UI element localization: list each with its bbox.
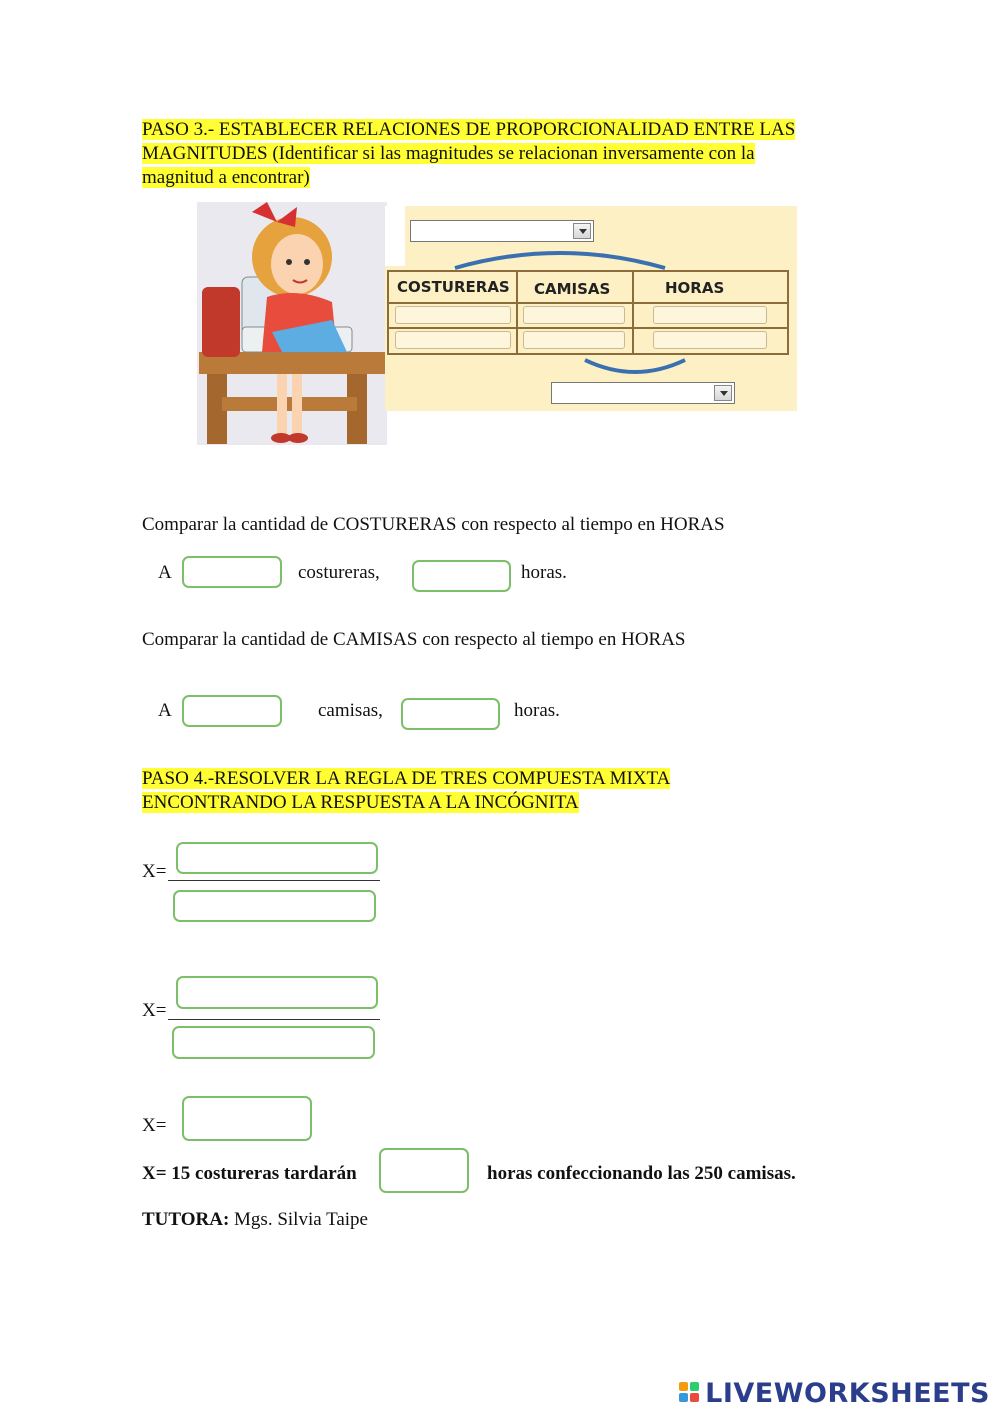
paso3-line3: magnitud a encontrar)	[142, 167, 310, 188]
equation1-denominator-input[interactable]	[173, 890, 376, 922]
compare2-unit2: horas.	[514, 700, 560, 721]
paso4-heading	[142, 767, 670, 815]
equation1-numerator-input[interactable]	[176, 842, 378, 874]
panel-gap	[385, 206, 405, 266]
compare2-camisas-input[interactable]	[182, 695, 282, 727]
compare1-horas-input[interactable]	[412, 560, 511, 592]
compare1-costureras-input[interactable]	[182, 556, 282, 588]
cell-costureras-1[interactable]	[395, 306, 511, 324]
equation1-fraction-bar	[168, 880, 380, 881]
answer-hours-input[interactable]	[379, 1148, 469, 1193]
equation2-numerator-input[interactable]	[176, 976, 378, 1009]
cell-camisas-1[interactable]	[523, 306, 625, 324]
equation2-fraction-bar	[168, 1019, 380, 1020]
chevron-down-icon[interactable]	[714, 385, 732, 401]
compare1-prefix: A	[158, 562, 172, 583]
paso4-line1: PASO 4.-RESOLVER LA REGLA DE TRES COMPUESTA MIXTA	[142, 768, 671, 789]
tutor-label: TUTORA:	[142, 1209, 230, 1230]
result-input[interactable]	[182, 1096, 312, 1141]
paso3-line1: PASO 3.- ESTABLECER RELACIONES DE PROPORCIONALIDAD ENTRE LAS	[142, 119, 796, 140]
arc-arrow-bottom-icon	[580, 356, 690, 378]
compare1-unit2: horas.	[521, 562, 567, 583]
header-costureras: COSTURERAS	[397, 278, 510, 296]
top-relation-select[interactable]	[410, 220, 594, 242]
magnitudes-table	[387, 270, 789, 355]
compare2-horas-input[interactable]	[401, 698, 500, 730]
compare2-unit1: camisas,	[318, 700, 383, 721]
compare2-instruction: Comparar la cantidad de CAMISAS con respecto al tiempo en HORAS	[142, 629, 686, 650]
equation1-label: X=	[142, 861, 167, 882]
paso3-line2: MAGNITUDES (Identificar si las magnitudes se relacionan inversamente con la	[142, 143, 755, 164]
seamstress-illustration	[197, 202, 387, 445]
cell-camisas-2[interactable]	[523, 331, 625, 349]
liveworksheets-logo	[679, 1378, 990, 1409]
paso4-line2: ENCONTRANDO LA RESPUESTA A LA INCÓGNITA	[142, 792, 579, 813]
tutor-line	[142, 1208, 368, 1232]
proportion-panel	[385, 206, 797, 411]
cell-horas-1[interactable]	[653, 306, 767, 324]
brand-name: LIVEWORKSHEETS	[705, 1378, 990, 1409]
answer-prefix: X= 15 costureras tardarán	[142, 1163, 357, 1184]
chevron-down-icon[interactable]	[573, 223, 591, 239]
compare2-prefix: A	[158, 700, 172, 721]
answer-suffix: horas confeccionando las 250 camisas.	[487, 1163, 796, 1184]
cell-horas-2[interactable]	[653, 331, 767, 349]
compare1-unit1: costureras,	[298, 562, 380, 583]
cell-costureras-2[interactable]	[395, 331, 511, 349]
equation2-label: X=	[142, 1000, 167, 1021]
bottom-relation-select[interactable]	[551, 382, 735, 404]
header-camisas: CAMISAS	[534, 280, 611, 298]
equation2-denominator-input[interactable]	[172, 1026, 375, 1059]
compare1-instruction: Comparar la cantidad de COSTURERAS con respecto al tiempo en HORAS	[142, 514, 725, 535]
paso3-heading	[142, 118, 842, 190]
tutor-name: Mgs. Silvia Taipe	[229, 1209, 368, 1230]
liveworksheets-logo-icon	[679, 1382, 701, 1404]
equation3-label: X=	[142, 1115, 167, 1136]
header-horas: HORAS	[665, 279, 725, 297]
